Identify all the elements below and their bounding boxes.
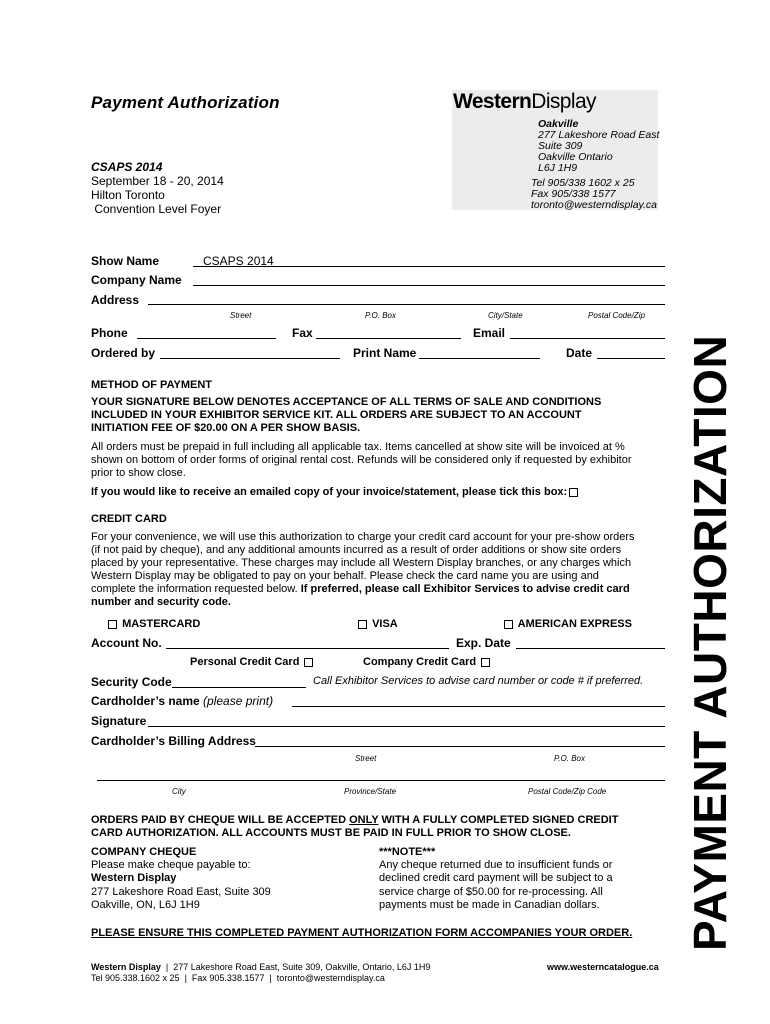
event-name: CSAPS 2014 — [91, 160, 163, 174]
billing-address-field-2[interactable] — [97, 780, 665, 781]
company-name-label: Company Name — [91, 273, 182, 287]
address-street-caption: Street — [230, 311, 252, 320]
billing-address-label: Cardholder’s Billing Address — [91, 734, 256, 748]
card-mastercard-option[interactable] — [106, 618, 200, 630]
billing-address-field[interactable] — [255, 746, 665, 747]
email-copy-text — [91, 486, 580, 498]
event-dates: September 18 - 20, 2014 — [91, 174, 224, 188]
footer-address-text: | 277 Lakeshore Road East, Suite 309, Oakville, Ontario, L6J 1H9 — [160, 962, 431, 972]
ordered-by-field[interactable] — [160, 358, 340, 359]
prepaid-line-1: All orders must be prepaid in full including all applicable tax. Items cancelled at show site will be invoiced at % — [91, 441, 625, 453]
account-no-field[interactable] — [166, 648, 449, 649]
date-label: Date — [566, 346, 593, 360]
cheque-policy-pre: ORDERS PAID BY CHEQUE WILL BE ACCEPTED — [91, 814, 350, 826]
office-street: 277 Lakeshore Road East — [538, 129, 660, 141]
billing-postal-caption: Postal Code/Zip Code — [528, 787, 607, 796]
prepaid-line-2: shown on bottom of order forms of original rental cost. Refunds will be considered only if requested by exhibitor — [91, 454, 632, 466]
account-no-label: Account No. — [91, 636, 162, 650]
date-field[interactable] — [597, 358, 665, 359]
fax-field[interactable] — [316, 338, 461, 339]
show-name-field[interactable]: CSAPS 2014 — [203, 254, 274, 268]
office-postal: L6J 1H9 — [538, 162, 578, 174]
mastercard-label: MASTERCARD — [122, 618, 201, 630]
footer-company: Western Display — [91, 962, 161, 972]
cheque-policy-only: ONLY — [349, 814, 379, 826]
cardholder-name-text: Cardholder’s name — [91, 694, 200, 708]
ensure-notice: PLEASE ENSURE THIS COMPLETED PAYMENT AUTHORIZATION FORM ACCOMPANIES YOUR ORDER. — [91, 927, 633, 939]
phone-field[interactable] — [137, 338, 276, 339]
company-name-field[interactable] — [193, 285, 665, 286]
company-card-option[interactable] — [363, 656, 492, 668]
exp-date-field[interactable] — [516, 648, 665, 649]
visa-label: VISA — [372, 618, 398, 630]
cardholder-name-label — [91, 694, 273, 708]
address-pobox-caption: P.O. Box — [365, 311, 396, 320]
address-city-caption: City/State — [488, 311, 523, 320]
cheque-payee: Western Display — [91, 872, 177, 884]
show-name-line — [193, 266, 665, 267]
office-fax: Fax 905/338 1577 — [531, 188, 616, 200]
address-label: Address — [91, 293, 140, 307]
amex-label: AMERICAN EXPRESS — [517, 618, 632, 630]
email-copy-checkbox[interactable] — [569, 488, 578, 497]
event-location: Convention Level Foyer — [91, 202, 222, 216]
show-name-label: Show Name — [91, 254, 160, 268]
office-name: Oakville — [538, 118, 579, 130]
cheque-policy-line-1 — [91, 814, 618, 826]
note-heading: ***NOTE*** — [379, 846, 436, 858]
company-card-checkbox[interactable] — [481, 658, 490, 667]
prepaid-line-3: prior to show close. — [91, 467, 186, 479]
card-visa-option[interactable] — [356, 618, 398, 630]
credit-text-line-5-bold: If preferred, please call Exhibitor Services to advise credit card — [300, 583, 630, 595]
company-cheque-heading: COMPANY CHEQUE — [91, 846, 197, 858]
billing-city-caption: City — [172, 787, 186, 796]
footer-website[interactable]: www.westerncatalogue.ca — [547, 962, 659, 972]
cardholder-name-field[interactable] — [292, 706, 665, 707]
note-line-2: declined credit card payment will be subject to a — [379, 872, 613, 884]
side-title: PAYMENT AUTHORIZATION — [684, 334, 736, 951]
email-label: Email — [473, 326, 506, 340]
cheque-payee-street: 277 Lakeshore Road East, Suite 309 — [91, 886, 271, 898]
personal-card-label: Personal Credit Card — [190, 656, 300, 668]
note-line-4: payments must be made in Canadian dollars. — [379, 899, 600, 911]
security-code-label: Security Code — [91, 675, 172, 689]
office-email: toronto@westerndisplay.ca — [531, 199, 658, 211]
cheque-policy-post: WITH A FULLY COMPLETED SIGNED CREDIT — [378, 814, 619, 826]
billing-province-caption: Province/State — [344, 787, 397, 796]
office-suite: Suite 309 — [538, 140, 583, 152]
cheque-payable-to: Please make cheque payable to: — [91, 859, 251, 871]
cardholder-name-hint: (please print) — [203, 694, 274, 708]
cheque-policy-line-2: CARD AUTHORIZATION. ALL ACCOUNTS MUST BE PAID IN FULL PRIOR TO SHOW CLOSE. — [91, 827, 571, 839]
fax-label: Fax — [292, 326, 313, 340]
print-name-label: Print Name — [353, 346, 417, 360]
billing-pobox-caption: P.O. Box — [554, 754, 585, 763]
credit-text-line-2: (if not paid by cheque), and any additional amounts incurred as a result of order additions or show site orders — [91, 544, 622, 556]
address-field[interactable] — [148, 304, 665, 305]
credit-text-line-4: Western Display may be obligated to pay on your behalf. Please check the card name you are using and — [91, 570, 599, 582]
terms-line-1: YOUR SIGNATURE BELOW DENOTES ACCEPTANCE OF ALL TERMS OF SALE AND CONDITIONS — [91, 396, 602, 408]
credit-text-line-1: For your convenience, we will use this authorization to charge your credit card account for your pre-show orders — [91, 531, 635, 543]
event-venue: Hilton Toronto — [91, 188, 165, 202]
ordered-by-label: Ordered by — [91, 346, 156, 360]
note-line-3: service charge of $50.00 for re-processing. All — [379, 886, 603, 898]
mastercard-checkbox[interactable] — [108, 620, 117, 629]
personal-card-checkbox[interactable] — [304, 658, 313, 667]
credit-text-line-6: number and security code. — [91, 596, 231, 608]
footer-contact: Tel 905.338.1602 x 25 | Fax 905.338.1577 | toronto@westerndisplay.ca — [91, 973, 385, 983]
billing-street-caption: Street — [355, 754, 377, 763]
email-field[interactable] — [510, 338, 665, 339]
print-name-field[interactable] — [419, 358, 540, 359]
terms-line-3: INITIATION FEE OF $20.00 ON A PER SHOW BASIS. — [91, 422, 361, 434]
office-tel: Tel 905/338 1602 x 25 — [531, 177, 635, 189]
signature-field[interactable] — [148, 726, 665, 727]
address-postal-caption: Postal Code/Zip — [588, 311, 645, 320]
credit-heading: CREDIT CARD — [91, 513, 167, 525]
card-amex-option[interactable] — [502, 618, 632, 630]
visa-checkbox[interactable] — [358, 620, 367, 629]
company-card-label: Company Credit Card — [363, 656, 477, 668]
credit-text-line-5-plain: complete the information requested below. — [91, 583, 301, 595]
signature-label: Signature — [91, 714, 147, 728]
company-logo — [453, 90, 596, 114]
logo-brand: Western — [453, 90, 532, 113]
exp-date-label: Exp. Date — [456, 636, 511, 650]
office-city: Oakville Ontario — [538, 151, 613, 163]
security-note: Call Exhibitor Services to advise card number or code # if preferred. — [313, 675, 644, 687]
phone-label: Phone — [91, 326, 128, 340]
note-line-1: Any cheque returned due to insufficient funds or — [379, 859, 613, 871]
security-code-field[interactable] — [172, 687, 306, 688]
page-title: Payment Authorization — [91, 93, 280, 112]
email-copy-label: If you would like to receive an emailed copy of your invoice/statement, please tick this box: — [91, 486, 568, 498]
method-heading: METHOD OF PAYMENT — [91, 379, 213, 391]
cheque-payee-city: Oakville, ON, L6J 1H9 — [91, 899, 200, 911]
credit-text-line-5 — [91, 583, 630, 595]
terms-line-2: INCLUDED IN YOUR EXHIBITOR SERVICE KIT. ALL ORDERS ARE SUBJECT TO AN ACCOUNT — [91, 409, 582, 421]
personal-card-option[interactable] — [190, 656, 315, 668]
logo-suffix: Display — [531, 90, 596, 113]
footer-address — [91, 962, 430, 972]
amex-checkbox[interactable] — [504, 620, 513, 629]
credit-text-line-3: placed by your representative. These charges may include all Western Display branches, or any charges which — [91, 557, 632, 569]
